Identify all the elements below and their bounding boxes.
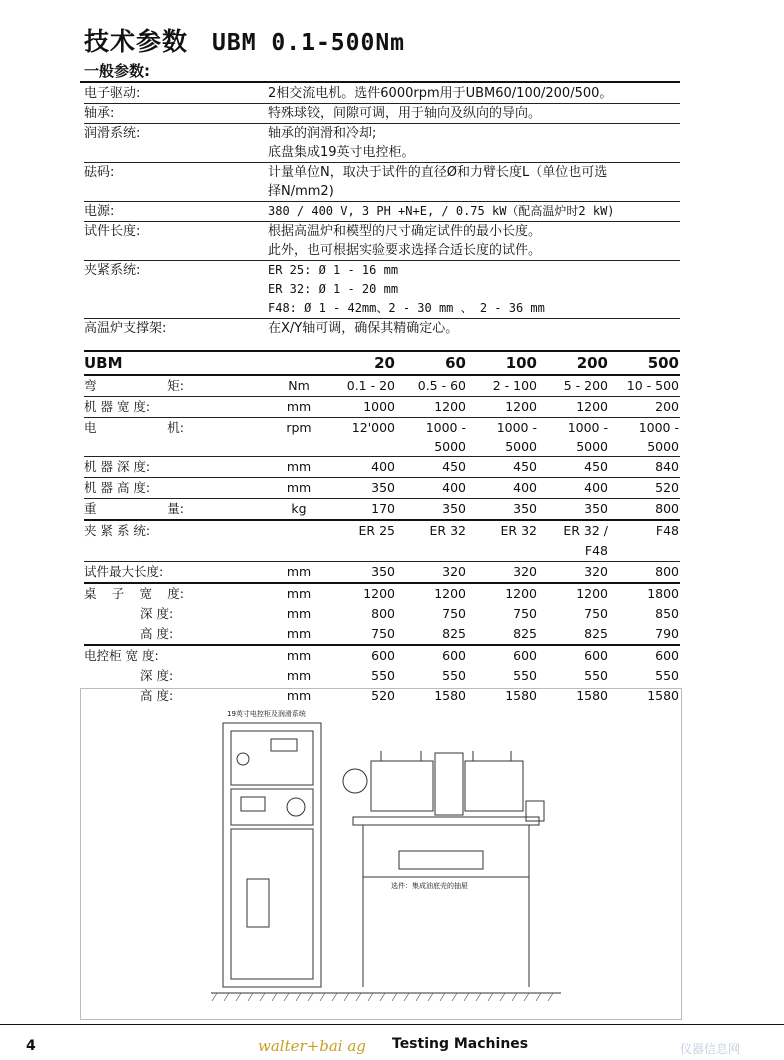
- cell: 350: [584, 501, 608, 516]
- cell: 750: [513, 606, 537, 621]
- spec-row: [84, 162, 680, 201]
- cell: 1000 -: [567, 420, 608, 435]
- table-row: [84, 666, 680, 686]
- cell: 600: [584, 648, 608, 663]
- cell: 1200: [434, 586, 466, 601]
- cell: 520: [371, 688, 395, 703]
- page-number: 4: [26, 1038, 36, 1054]
- cell: 790: [655, 626, 679, 641]
- cell: 400: [442, 480, 466, 495]
- cell: 1200: [434, 399, 466, 414]
- cell: 1800: [647, 586, 679, 601]
- section-subtitle: 一般参数:: [84, 62, 150, 80]
- cell: 600: [442, 648, 466, 663]
- cell: 550: [442, 668, 466, 683]
- row-unit: mm: [286, 586, 312, 601]
- cell: 1200: [505, 586, 537, 601]
- cell: 850: [655, 606, 679, 621]
- spec-row: [84, 123, 680, 162]
- cell: 800: [371, 606, 395, 621]
- top-rule: [80, 81, 680, 83]
- cell: 2 - 100: [492, 378, 537, 393]
- cell: 840: [655, 459, 679, 474]
- spec-value: [268, 124, 680, 162]
- cell: 550: [584, 668, 608, 683]
- row-label: 矩:: [167, 378, 184, 393]
- cell: ER 25: [358, 523, 395, 538]
- row-label: 机:: [167, 420, 184, 435]
- spec-value: [268, 261, 680, 318]
- cell: 320: [442, 564, 466, 579]
- table-row: [84, 644, 680, 666]
- spec-row: [84, 221, 680, 260]
- row-unit: Nm: [288, 378, 310, 393]
- header-col: 200: [576, 354, 608, 372]
- spec-value-line: F48: Ø 1 - 42mm、2 - 30 mm 、 2 - 36 mm: [268, 301, 545, 315]
- cell: 400: [584, 480, 608, 495]
- cell: 800: [655, 564, 679, 579]
- cell: 600: [513, 648, 537, 663]
- cell: 320: [513, 564, 537, 579]
- cell: 600: [655, 648, 679, 663]
- row-label: 桌: [84, 586, 97, 601]
- cell: 1000: [363, 399, 395, 414]
- cell: 400: [371, 459, 395, 474]
- table-row: [84, 604, 680, 624]
- cell: 825: [584, 626, 608, 641]
- spec-value-line: 轴承的润滑和冷却;: [268, 126, 377, 141]
- brand-logo-text: walter+bai ag: [258, 1037, 366, 1055]
- cell: 1000 -: [638, 420, 679, 435]
- cell: 200: [655, 399, 679, 414]
- cell: 1580: [647, 688, 679, 703]
- table-row: [84, 519, 680, 561]
- header-col: 60: [445, 354, 466, 372]
- cell: 350: [442, 501, 466, 516]
- general-specs: [84, 84, 680, 338]
- table-row: [84, 456, 680, 477]
- cell: 1580: [576, 688, 608, 703]
- row-label: 深 度:: [140, 606, 174, 621]
- spec-label: 电子驱动:: [84, 86, 141, 101]
- figure-caption-cabinet: 19英寸电控柜及润滑系统: [227, 710, 306, 718]
- cell: 750: [371, 626, 395, 641]
- spec-value: [268, 202, 680, 221]
- cell: 1200: [363, 586, 395, 601]
- cell: 800: [655, 501, 679, 516]
- spec-value: [268, 222, 680, 260]
- row-unit: rpm: [286, 420, 312, 435]
- cell: 520: [655, 480, 679, 495]
- cell: 550: [513, 668, 537, 683]
- spec-value-line: ER 32: Ø 1 - 20 mm: [268, 282, 399, 296]
- spec-row: [84, 318, 680, 338]
- spec-label: 高温炉支撑架:: [84, 321, 167, 336]
- cell: 450: [513, 459, 537, 474]
- cell: 1200: [576, 399, 608, 414]
- cell: 825: [442, 626, 466, 641]
- cell: 1580: [505, 688, 537, 703]
- cell: 550: [371, 668, 395, 683]
- cell: 5000: [434, 439, 466, 454]
- spec-value-line: 此外，也可根据实验要求选择合适长度的试件。: [268, 243, 542, 258]
- row-unit: mm: [286, 480, 312, 495]
- spec-label: 试件长度:: [84, 224, 141, 239]
- row-label: 量:: [167, 501, 184, 516]
- row-label: 机 器 深 度:: [84, 459, 151, 474]
- cell: 750: [584, 606, 608, 621]
- spec-value: [268, 319, 680, 338]
- cell: 450: [584, 459, 608, 474]
- model-name: UBM 0.1-500Nm: [212, 30, 406, 56]
- cell: 825: [513, 626, 537, 641]
- cell: 12'000: [351, 420, 395, 435]
- spec-row: [84, 103, 680, 123]
- watermark: 仪器信息网: [680, 1042, 741, 1056]
- cell: 600: [371, 648, 395, 663]
- machine-drawing: [80, 688, 682, 1020]
- cell: 10 - 500: [626, 378, 679, 393]
- header-label: UBM: [84, 354, 123, 372]
- header-col: 20: [374, 354, 395, 372]
- cell: ER 32: [500, 523, 537, 538]
- row-unit: mm: [286, 648, 312, 663]
- table-row: [84, 624, 680, 644]
- row-label: 宽: [139, 586, 153, 601]
- row-label: 机 器 宽 度:: [84, 399, 151, 414]
- cell: 1000 -: [496, 420, 537, 435]
- spec-value: [268, 84, 680, 103]
- row-label: 高 度:: [140, 688, 174, 703]
- table-header-row: [84, 350, 680, 374]
- cell: 0.1 - 20: [346, 378, 395, 393]
- spec-value-line: 在X/Y轴可调，确保其精确定心。: [268, 321, 459, 336]
- cell: 1000 -: [425, 420, 466, 435]
- figure-caption-drawer: 选件：集成油底壳的抽屉: [391, 882, 468, 890]
- cell: 450: [442, 459, 466, 474]
- cell: 350: [513, 501, 537, 516]
- machine-drawing-svg: [81, 689, 681, 1019]
- spec-value-line: 计量单位N，取决于试件的直径Ø和力臂长度L（单位也可选: [268, 165, 608, 180]
- cell: 350: [371, 480, 395, 495]
- spec-label: 砝码:: [84, 165, 115, 180]
- row-unit: [274, 521, 324, 561]
- cell: 5000: [647, 439, 679, 454]
- cell: 5000: [576, 439, 608, 454]
- cell: 1580: [434, 688, 466, 703]
- row-label: 弯: [84, 378, 97, 393]
- table-row: [84, 498, 680, 519]
- title-text: 技术参数: [84, 27, 189, 56]
- row-label: 深 度:: [140, 668, 174, 683]
- cell: ER 32: [429, 523, 466, 538]
- row-unit: mm: [286, 688, 312, 703]
- spec-label: 电源:: [84, 204, 115, 219]
- spec-value-line: 特殊球铰，间隙可调，用于轴向及纵向的导向。: [268, 106, 542, 121]
- spec-row: [84, 260, 680, 318]
- cell: 1200: [505, 399, 537, 414]
- footer-rule: [0, 1024, 784, 1025]
- cell: 1200: [576, 586, 608, 601]
- table-row: [84, 561, 680, 582]
- row-unit: mm: [286, 564, 312, 579]
- spec-table: [84, 350, 680, 706]
- spec-label: 夹紧系统:: [84, 263, 141, 278]
- cell: ER 32 / F48: [563, 523, 608, 558]
- table-row: [84, 396, 680, 417]
- page-title: [84, 22, 405, 58]
- spec-value-line: 择N/mm2): [268, 184, 334, 199]
- spec-row: [84, 84, 680, 103]
- row-label: 高 度:: [140, 626, 174, 641]
- cell: 320: [584, 564, 608, 579]
- row-unit: mm: [286, 626, 312, 641]
- row-label: 电: [84, 420, 97, 435]
- table-row: [84, 417, 680, 456]
- brand-subtitle: Testing Machines: [392, 1036, 529, 1052]
- cell: 550: [655, 668, 679, 683]
- cell: 350: [371, 564, 395, 579]
- header-col: 100: [505, 354, 537, 372]
- row-unit: mm: [286, 606, 312, 621]
- row-unit: mm: [286, 668, 312, 683]
- row-label: 子: [111, 586, 125, 601]
- spec-label: 润滑系统:: [84, 126, 141, 141]
- table-row: [84, 477, 680, 498]
- cell: 400: [513, 480, 537, 495]
- row-unit: mm: [286, 459, 312, 474]
- table-row: [84, 374, 680, 396]
- cell: F48: [655, 523, 679, 538]
- row-unit: kg: [291, 501, 307, 516]
- table-row: [84, 582, 680, 604]
- spec-value: [268, 163, 680, 201]
- row-label: 电控柜 宽 度:: [84, 648, 159, 663]
- spec-value-line: 底盘集成19英寸电控柜。: [268, 145, 415, 160]
- spec-value-line: 2相交流电机。选件6000rpm用于UBM60/100/200/500。: [268, 86, 613, 101]
- spec-row: [84, 201, 680, 221]
- header-col: 500: [647, 354, 679, 372]
- row-unit: mm: [286, 399, 312, 414]
- spec-value-line: ER 25: Ø 1 - 16 mm: [268, 263, 399, 277]
- spec-value-line: 380 / 400 V, 3 PH +N+E, / 0.75 kW（配高温炉时2 kW): [268, 204, 615, 218]
- row-label: 度:: [167, 586, 184, 601]
- cell: 5000: [505, 439, 537, 454]
- cell: 5 - 200: [563, 378, 608, 393]
- cell: 0.5 - 60: [417, 378, 466, 393]
- row-label: 夹 紧 系 统:: [84, 523, 151, 538]
- spec-label: 轴承:: [84, 106, 115, 121]
- row-label: 重: [84, 501, 97, 516]
- spec-value-line: 根据高温炉和模型的尺寸确定试件的最小长度。: [268, 224, 542, 239]
- cell: 750: [442, 606, 466, 621]
- spec-value: [268, 104, 680, 123]
- row-label: 试件最大长度:: [84, 564, 164, 579]
- cell: 170: [371, 501, 395, 516]
- header-unit: [274, 352, 324, 374]
- row-label: 机 器 高 度:: [84, 480, 151, 495]
